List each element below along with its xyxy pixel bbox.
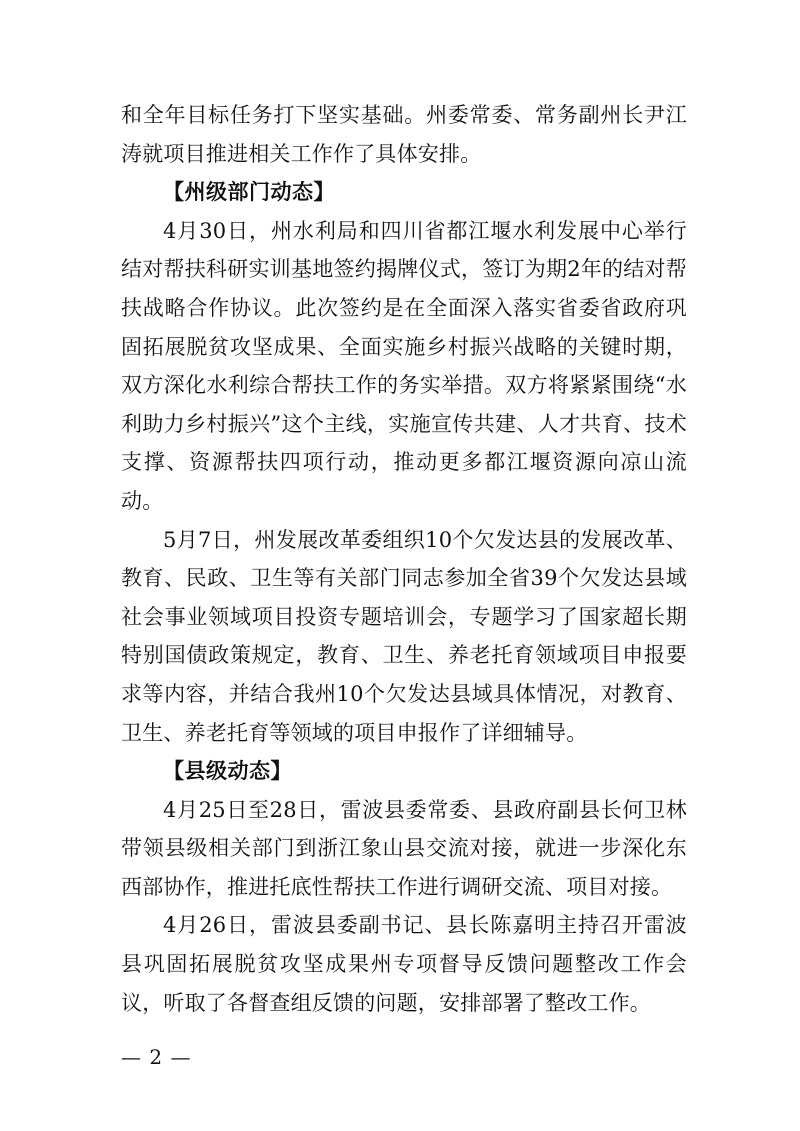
section-heading-prefecture-departments: 【州级部门动态】: [163, 180, 335, 205]
page-number: — 2 —: [121, 1045, 192, 1069]
paragraph-continuation: 和全年目标任务打下坚实基础。州委常委、常务副州长尹江涛就项目推进相关工作作了具体安排。: [121, 103, 687, 166]
paragraph-water-bureau-agreement: 4月30日，州水利局和四川省都江堰水利发展中心举行结对帮扶科研实训基地签约揭牌仪式，签订为期2年的结对帮扶战略合作协议。此次签约是在全面深入落实省委省政府巩固拓展脱贫攻坚成果、全面实施乡村振兴战略的关键时期，双方深化水利综合帮扶工作的务实举措。双方将紧紧围绕“水利助力乡村振兴”这个主线，实施宣传共建、人才共育、技术支撑、资源帮扶四项行动，推动更多都江堰资源向凉山流动。: [121, 218, 687, 513]
section-heading-county-news: 【县级动态】: [163, 759, 292, 784]
paragraph-development-reform-training: 5月7日，州发展改革委组织10个欠发达县的发展改革、教育、民政、卫生等有关部门同志参加全省39个欠发达县域社会事业领域项目投资专题培训会，专题学习了国家超长期特别国债政策规定，教育、卫生、养老托育领域项目申报要求等内容，并结合我州10个欠发达县域具体情况，对教育、卫生、养老托育等领域的项目申报作了详细辅导。: [121, 527, 687, 745]
paragraph-leibo-rectification-meeting: 4月26日，雷波县委副书记、县长陈嘉明主持召开雷波县巩固拓展脱贫攻坚成果州专项督导反馈问题整改工作会议，听取了各督查组反馈的问题，安排部署了整改工作。: [121, 913, 687, 1015]
page-body: [121, 96, 687, 1022]
paragraph-leibo-xiangshan-exchange: 4月25日至28日，雷波县委常委、县政府副县长何卫林带领县级相关部门到浙江象山县交流对接，就进一步深化东西部协作，推进托底性帮扶工作进行调研交流、项目对接。: [121, 797, 687, 899]
